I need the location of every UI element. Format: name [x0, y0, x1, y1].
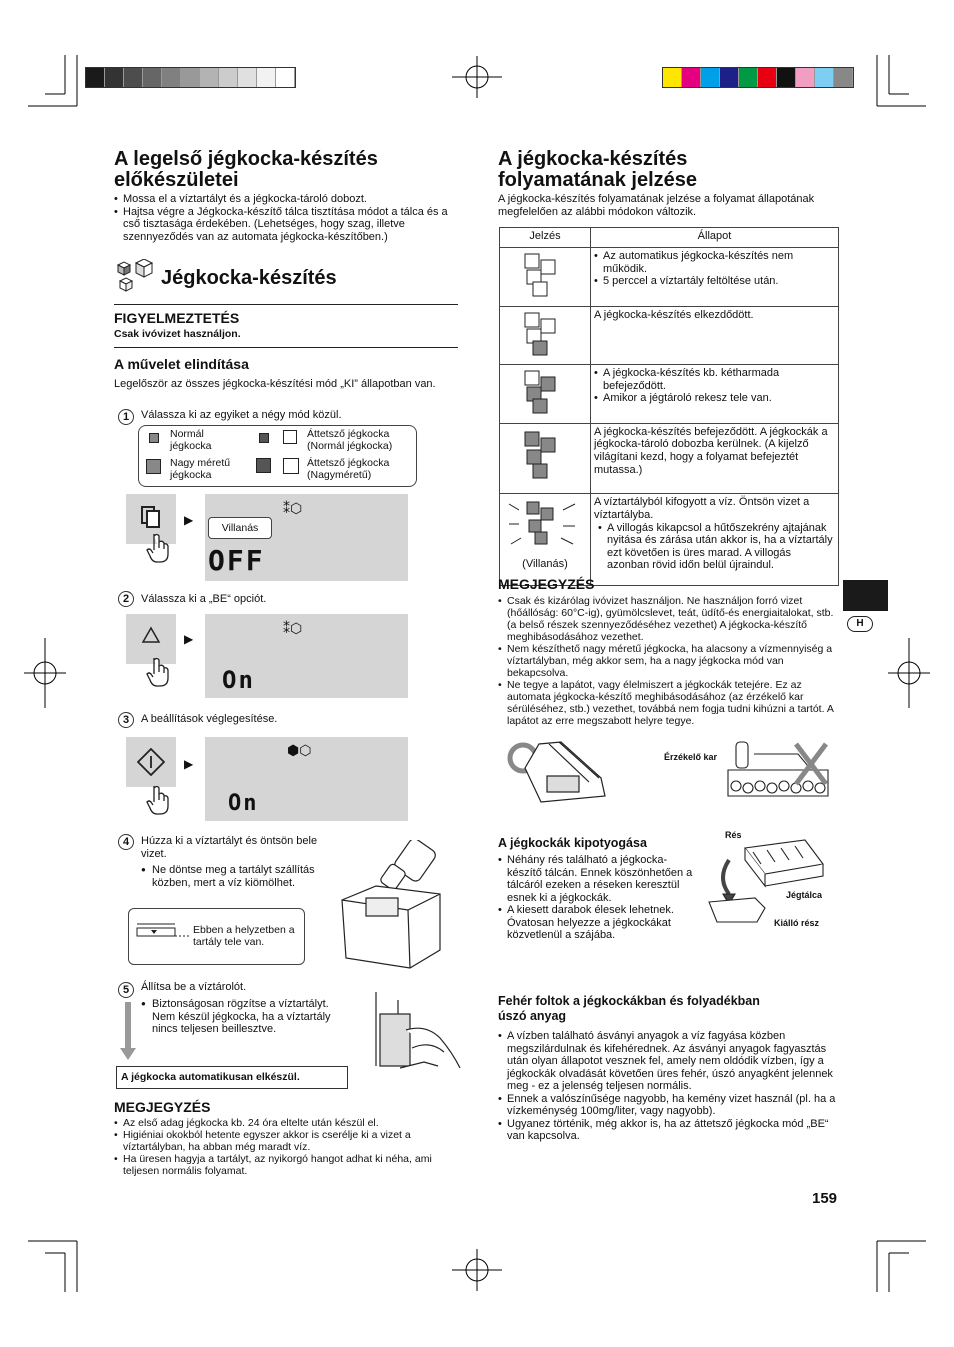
display-cube-icons: ⁑⬡ — [283, 500, 303, 516]
drop-title: A jégkockák kipotyogása — [498, 836, 647, 850]
spots-bullets: • A vízben található ásványi anyagok a víz fagyása közben megszilárdulnak és kifehérednek. Az ásványi anyagok fagyasztás után olyan állapotot vesznek fel, amely nem oldódik vízben, így a jégkockák olvadását követően üres fehér, úszó anyagként jelennek meg - ez a jelenség teljesen normális. • Ennek a valószínűsége nagyobb, ha kemény vizet használ (pl. ha a vízkeménység 100mg/liter, vagy nagyobb). • Ugyanez történik, még akkor is, ha az áttetsző jégkocka mód „BE“ van kapcsolva. — [498, 1030, 838, 1143]
flash-label: (Villanás) — [522, 557, 568, 570]
clear-normal-cube-icon — [259, 433, 269, 443]
op-intro: Legelőször az összes jégkocka-készítési mód „KI” állapotban van. — [114, 378, 436, 390]
step-1-text: Válassza ki az egyiket a négy mód közül. — [141, 409, 342, 421]
step-5-note: ● Biztonságosan rögzítse a víztartályt. Nem készül jégkocka, ha a víztartály nincs teljesen beillesztve. — [141, 998, 341, 1036]
display-on-text: On — [222, 666, 255, 694]
status-3: • A jégkocka-készítés kb. kétharmada befejeződött. • Amikor a jégtároló rekesz tele van. — [591, 365, 839, 424]
notes-left: • Az első adag jégkocka kb. 24 óra eltelte után készül el. • Higiéniai okokból hetente egyszer akkor is cserélje ki a vizet a víztartályban, ha abban még maradt víz. • Ha üresen hagyja a tartályt, az nyikorgó hangot adhat ki néha, ami teljesen normális folyamat. — [114, 1117, 460, 1177]
indicator-1 — [500, 248, 591, 307]
op-title: A művelet elindítása — [114, 356, 249, 372]
large-dark-cube-icon — [256, 458, 271, 473]
down-arrow-icon — [120, 1048, 136, 1060]
triangle-up-icon — [141, 626, 161, 644]
mode-clear-large-label: Áttetsző jégkocka (Nagyméretű) — [307, 457, 390, 481]
arrow-right-icon: ▶ — [184, 513, 194, 527]
mode-large-label: Nagy méretű jégkocka — [170, 457, 231, 481]
mode-normal-label: Normál jégkocka — [170, 428, 212, 452]
prep-title: A legelső jégkocka-készítés előkészületei — [114, 148, 378, 191]
ice-cubes-icon — [114, 259, 158, 295]
step-4-text: Húzza ki a víztartályt és öntsön bele vizet. — [141, 835, 318, 860]
step-4-number: 4 — [118, 834, 134, 850]
water-tank-illustration — [336, 840, 461, 980]
large-cube-icon — [146, 459, 161, 474]
slot-label: Rés — [725, 830, 742, 840]
prep-bullets: • Mossa el a víztartályt és a jégkocka-tároló dobozt. • Hajtsa végre a Jégkocka-készítő tálca tisztítása módot a tálca és a cső tisztasága érdekében. (Lehetséges, hogy szag, illetve szennyeződés van az automata jégkocka-készítőben.) — [114, 193, 454, 243]
notes-title-left: MEGJEGYZÉS — [114, 1099, 211, 1115]
side-tab-block — [843, 580, 888, 611]
indicator-3 — [500, 365, 591, 424]
status-2: A jégkocka-készítés elkezdődött. — [591, 306, 839, 365]
scoop-ok-illustration — [505, 738, 610, 808]
step-1-number: 1 — [118, 409, 134, 425]
status-5: A víztartályból kifogyott a víz. Öntsön vizet a víztartályba. • A villogás kikapcsol a hűtőszekrény ajtajának nyitása és zárása után akkor is, ha a víztartály ezt követően is üres marad. A villogás azonban rövid időn belül újraindul. — [591, 494, 839, 586]
down-arrow-bar — [125, 1002, 131, 1052]
mode-button-icon — [140, 505, 162, 529]
notes-title-right: MEGJEGYZÉS — [498, 576, 595, 592]
status-4: A jégkocka-készítés befejeződött. A jégkockák a jégkocka-tároló dobozba kerülnek. (A kijelző világítani kezd, hogy a folyamat befejeztét mutassa.) — [591, 423, 839, 494]
step-2-text: Válassza ki a „BE“ opciót. — [141, 593, 267, 605]
warning-title: FIGYELMEZTETÉS — [114, 310, 240, 326]
indicator-2 — [500, 306, 591, 365]
hand-pointer-icon — [146, 784, 170, 816]
step-3-text: A beállítások véglegesítése. — [141, 713, 278, 725]
header-status: Állapot — [591, 228, 839, 248]
page-number: 159 — [812, 1190, 838, 1207]
language-tab: H — [847, 616, 873, 632]
drop-bullets: • Néhány rés található a jégkocka-készítő tálcán. Ennek köszönhetően a tálcáról ezeken a réseken keresztül esnek ki a jégkockák. • A kiesett darabok élesek lehetnek. Óvatosan helyezze a jégkockákat közvetlenül a szájába. — [498, 854, 698, 942]
full-level-note: Ebben a helyzetben a tartály tele van. — [193, 924, 295, 948]
hand-pointer-icon — [146, 656, 170, 688]
insert-tank-illustration — [370, 990, 465, 1080]
display-cube-icons: ⬢⬡ — [287, 742, 312, 758]
clear-cube-icon — [283, 430, 297, 444]
hand-pointer-icon — [146, 532, 170, 564]
protrusion-label: Kiálló rész — [774, 918, 820, 928]
ice-tray-illustration — [705, 838, 827, 928]
step-3-number: 3 — [118, 712, 134, 728]
large-clear-cube-icon — [283, 458, 299, 474]
mode-clear-normal-label: Áttetsző jégkocka (Normál jégkocka) — [307, 428, 393, 452]
status-1: • Az automatikus jégkocka-készítés nem működik. • 5 perccel a víztartály feltöltése után. — [591, 248, 839, 307]
spots-title: Fehér foltok a jégkockákban és folyadékban úszó anyag — [498, 994, 760, 1023]
notes-right: • Csak és kizárólag ivóvizet használjon. Ne használjon forró vizet (hőállóság: 60°C-ig), gyümölcslevet, teát, üdítő-és energiaitalokat, stb. (a belső részek szennyeződéséhez vezethet) A jégkocka-készítő meghibásodásához vezethet. • Nem készíthető nagy méretű jégkocka, ha alacsony a vízmennyiség a víztartályban, még akkor sem, ha a nagy jégkocka mód van bekapcsolva. • Ne tegye a lapátot, vagy élelmiszert a jégkockák tetejére. Ez az automata jégkocka-készítő meghibásodásához (az érzékelő kar sérüléséhez, stb.) vezethet, továbbá nem fogja tudni kihúzni a tartót. A lapátot az erre megszabott helyre tegye. — [498, 595, 840, 727]
status-title: A jégkocka-készítés folyamatának jelzése — [498, 148, 697, 191]
section-title: Jégkocka-készítés — [161, 267, 337, 289]
step-2-number: 2 — [118, 591, 134, 607]
flash-callout: Villanás — [208, 517, 272, 539]
warning-text: Csak ivóvizet használjon. — [114, 328, 241, 340]
arrow-right-icon: ▶ — [184, 632, 194, 646]
confirm-diamond-icon — [137, 748, 165, 776]
arrow-right-icon: ▶ — [184, 757, 194, 771]
step-5-text: Állítsa be a víztárolót. — [141, 981, 247, 993]
status-intro: A jégkocka-készítés folyamatának jelzése a folyamat állapotának megfelelően az alábbi módokon változik. — [498, 193, 815, 218]
normal-cube-icon — [149, 433, 159, 443]
scoop-wrong-illustration — [724, 738, 834, 800]
tray-label: Jégtálca — [786, 890, 823, 900]
step-5-number: 5 — [118, 982, 134, 998]
display-off-text: OFF — [208, 544, 265, 577]
step-4-note: ● Ne döntse meg a tartályt szállítás közben, mert a víz kiömölhet. — [141, 864, 316, 889]
level-gauge-icon — [135, 920, 190, 940]
status-table — [499, 227, 839, 586]
indicator-5 — [500, 494, 591, 586]
display-cube-icons: ⁑⬡ — [283, 620, 303, 636]
auto-ice-box: A jégkocka automatikusan elkészül. — [116, 1066, 348, 1089]
header-indicator: Jelzés — [500, 228, 591, 248]
indicator-4 — [500, 423, 591, 494]
display-on-text-2: On — [228, 791, 259, 816]
sensor-arm-label: Érzékelő kar — [664, 752, 718, 762]
